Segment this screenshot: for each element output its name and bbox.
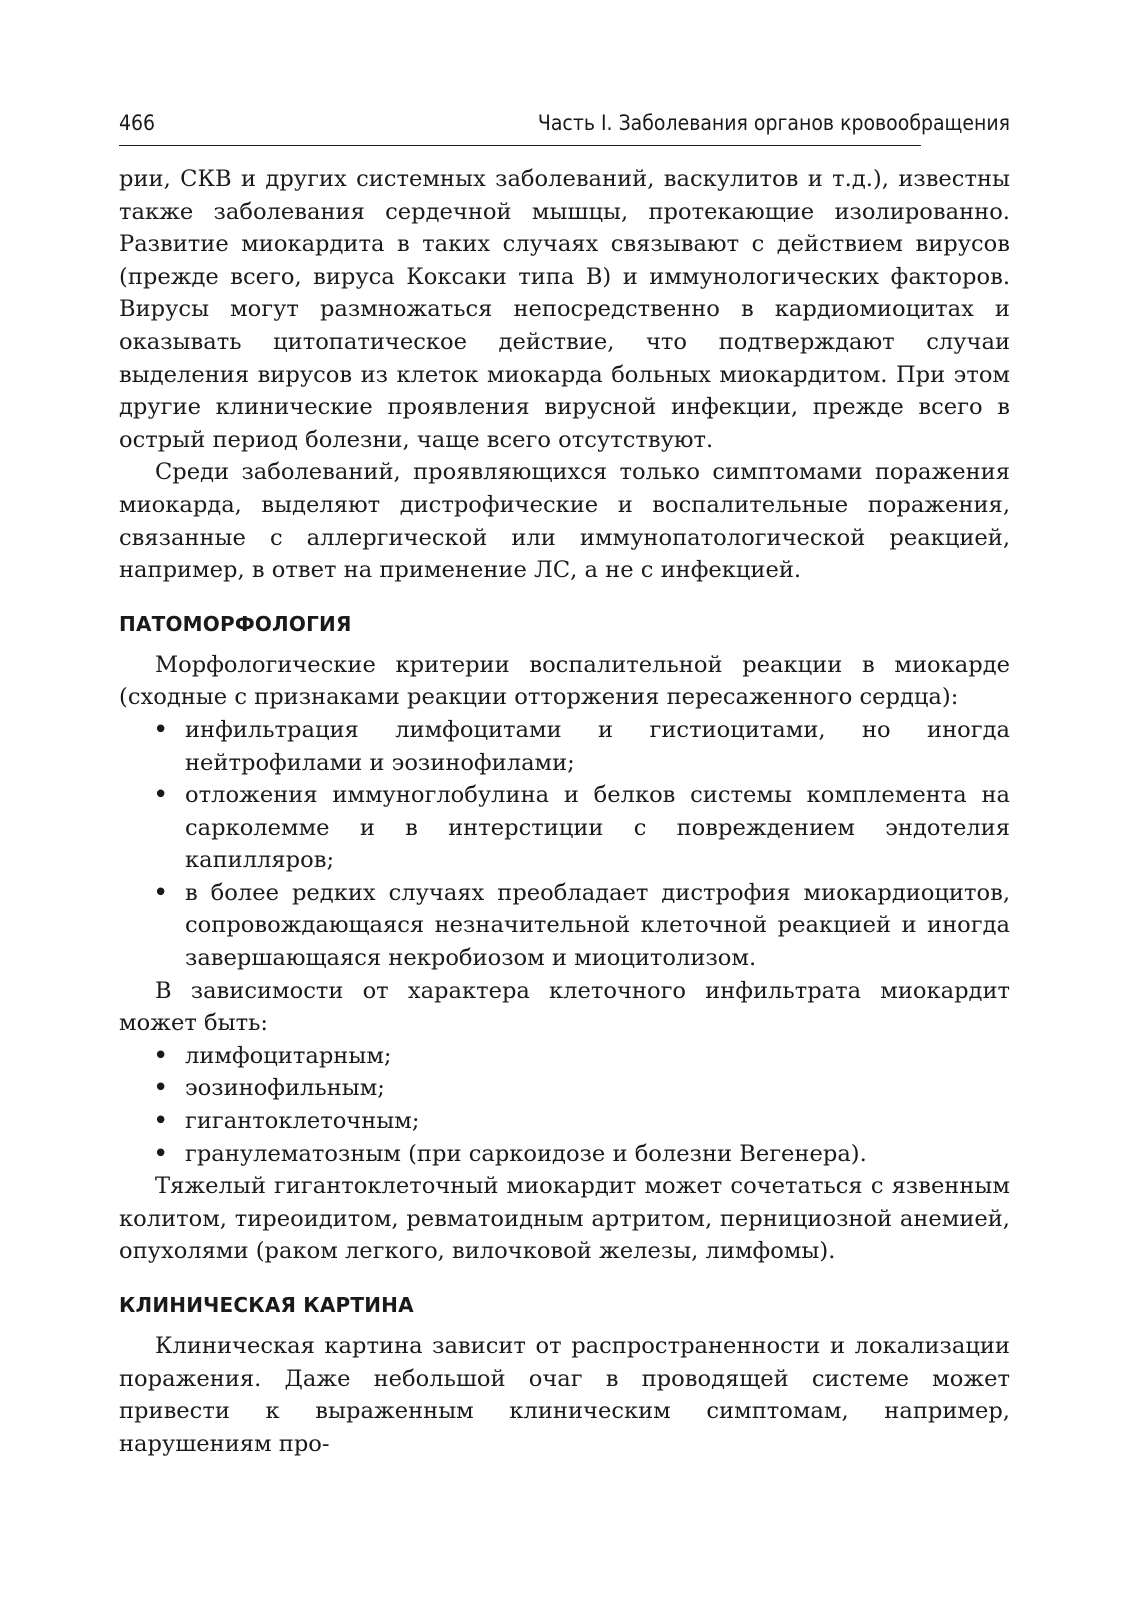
section-heading-pathomorphology: ПАТОМОРФОЛОГИЯ (119, 611, 352, 636)
paragraph: Тяжелый гигантоклеточный миокардит может сочетаться с язвенным колитом, тиреоидитом, ревматоидным артритом, пернициозной анемией, опухолями (раком легкого, вилочковой железы, лимфомы). (119, 1173, 1010, 1265)
list-item: • гранулематозным (при саркоидозе и болезни Вегенера). (185, 1138, 1010, 1171)
paragraph: Морфологические критерии воспалительной реакции в миокарде (сходные с признаками реакции отторжения пересаженного сердца): (119, 651, 1010, 711)
list-item: • гигантоклеточным; (185, 1105, 1010, 1138)
page-content (119, 163, 1010, 1460)
criteria-list (119, 714, 1010, 975)
page-number: 466 (119, 111, 156, 135)
paragraph-continuation: рии, СКВ и других системных заболеваний, васкулитов и т.д.), известны также заболевания сердечной мышцы, протекающие изолированно. Развитие миокардита в таких случаях связывают с действием вирусов (прежде всего, вируса Коксаки типа В) и иммунологических факторов. Вирусы могут размножаться непосредственно в кардиомиоцитах и оказывать цитопатическое действие, что подтверждают случаи выделения вирусов из клеток миокарда больных миокардитом. При этом другие клинические проявления вирусной инфекции, прежде всего в острый период болезни, чаще всего отсутствуют. (119, 166, 1010, 453)
chapter-title: Часть I. Заболевания органов кровообращения (537, 111, 1010, 135)
paragraph: Среди заболеваний, проявляющихся только симптомами поражения миокарда, выделяют дистрофические и воспалительные поражения, связанные с аллергической или иммунопатологической реакцией, например, в ответ на применение ЛС, а не с инфекцией. (119, 459, 1010, 584)
list-item: • инфильтрация лимфоцитами и гистиоцитами, но иногда нейтрофилами и эозинофилами; (185, 714, 1010, 779)
myocarditis-types-list (119, 1040, 1010, 1170)
list-item: • эозинофильным; (185, 1072, 1010, 1105)
paragraph: Клиническая картина зависит от распространенности и локализации поражения. Даже небольшой очаг в проводящей системе может привести к выраженным клиническим симптомам, например, нарушениям про- (119, 1333, 1010, 1457)
list-item: • отложения иммуноглобулина и белков системы комплемента на сарколемме и в интерстиции с повреждением эндотелия капилляров; (185, 779, 1010, 877)
section-heading-clinical: КЛИНИЧЕСКАЯ КАРТИНА (119, 1293, 414, 1317)
running-head (119, 109, 1010, 146)
list-item: • лимфоцитарным; (185, 1040, 1010, 1073)
paragraph: В зависимости от характера клеточного инфильтрата миокардит может быть: (119, 977, 1010, 1037)
list-item: • в более редких случаях преобладает дистрофия миокардиоцитов, сопровождающаяся незначительной клеточной реакцией и иногда завершающаяся некробиозом и миоцитолизом. (185, 877, 1010, 975)
